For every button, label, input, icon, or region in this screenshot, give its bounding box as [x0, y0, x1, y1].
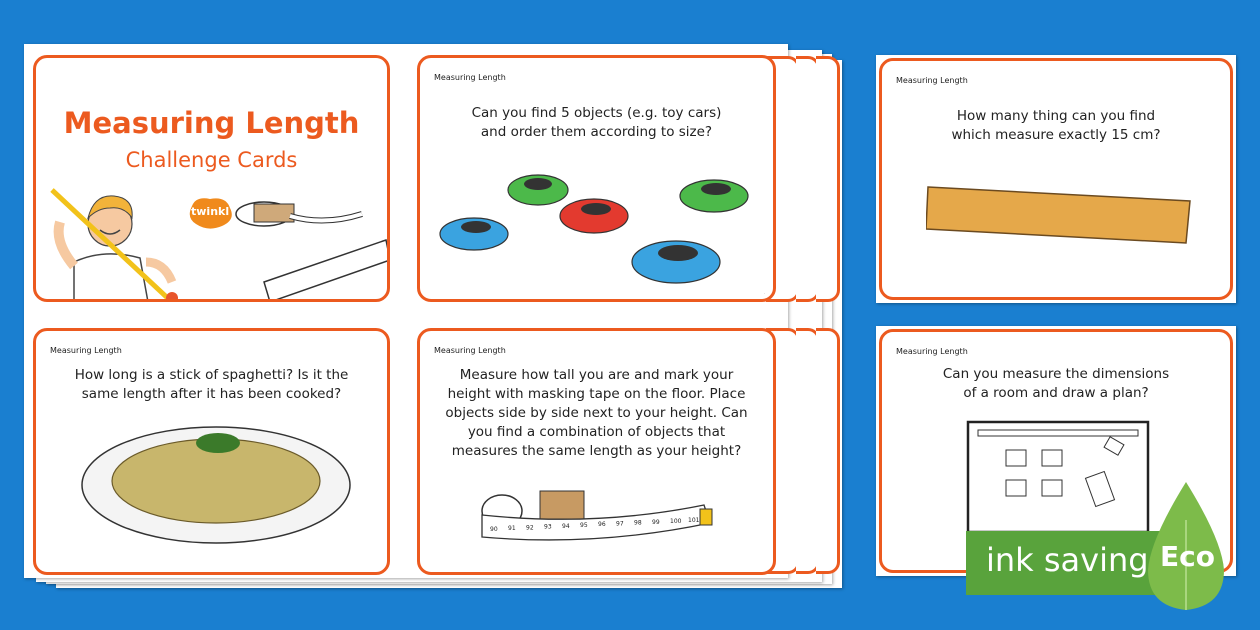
card-question: Measure how tall you are and mark your height with masking tape on the floor. Place objects side by side next to your height. Can you find a combination of objects that measures the same length as your height?	[445, 367, 748, 459]
product-subtitle: Challenge Cards	[125, 148, 298, 172]
card-footer-mark: ·	[763, 291, 765, 296]
tape-number: 101	[688, 517, 700, 525]
tape-number: 97	[616, 520, 624, 528]
toy-cars-illustration	[438, 168, 758, 288]
challenge-card-height	[417, 328, 776, 575]
card-header: Measuring Length	[50, 346, 122, 355]
back-card-edge	[816, 56, 840, 302]
boy-measuring-illustration	[44, 182, 204, 302]
challenge-card-ruler	[879, 58, 1233, 300]
ink-saving-label: ink saving	[986, 541, 1149, 579]
ruler-icon	[262, 236, 390, 302]
challenge-card-spaghetti	[33, 328, 390, 575]
tape-number: 93	[544, 523, 552, 531]
card-question: How many thing can you find which measure exactly 15 cm?	[951, 108, 1161, 143]
title-card	[33, 55, 390, 302]
tape-number: 95	[580, 522, 588, 529]
tape-number: 100	[670, 518, 682, 525]
tape-number: 94	[562, 522, 570, 530]
card-question: Can you find 5 objects (e.g. toy cars) and order them according to size?	[471, 105, 722, 140]
tape-measure-icon	[234, 196, 369, 236]
tape-number: 92	[526, 524, 534, 532]
tape-measure-illustration	[476, 481, 726, 547]
ruler-illustration	[926, 181, 1192, 247]
tape-number: 99	[652, 518, 660, 526]
card-header: Measuring Length	[434, 346, 506, 355]
eco-leaf-label: Eco	[1160, 540, 1215, 573]
tape-number: 91	[508, 525, 516, 533]
tape-number: 96	[598, 521, 606, 529]
product-title: Measuring Length	[63, 106, 360, 140]
card-header: Measuring Length	[896, 76, 968, 85]
card-question: How long is a stick of spaghetti? Is it the same length after it has been cooked?	[74, 367, 349, 402]
room-plan-illustration	[966, 420, 1150, 534]
card-question: Can you measure the dimensions of a room and draw a plan?	[942, 366, 1170, 401]
card-header: Measuring Length	[434, 73, 506, 82]
challenge-card-toy-cars	[417, 55, 776, 302]
card-header: Measuring Length	[896, 347, 968, 356]
twinkl-logo-text: twinkl	[191, 205, 230, 218]
tape-number: 98	[634, 519, 642, 527]
spaghetti-plate-illustration	[78, 423, 354, 549]
tape-number: 90	[490, 526, 498, 533]
back-card-edge	[816, 328, 840, 574]
